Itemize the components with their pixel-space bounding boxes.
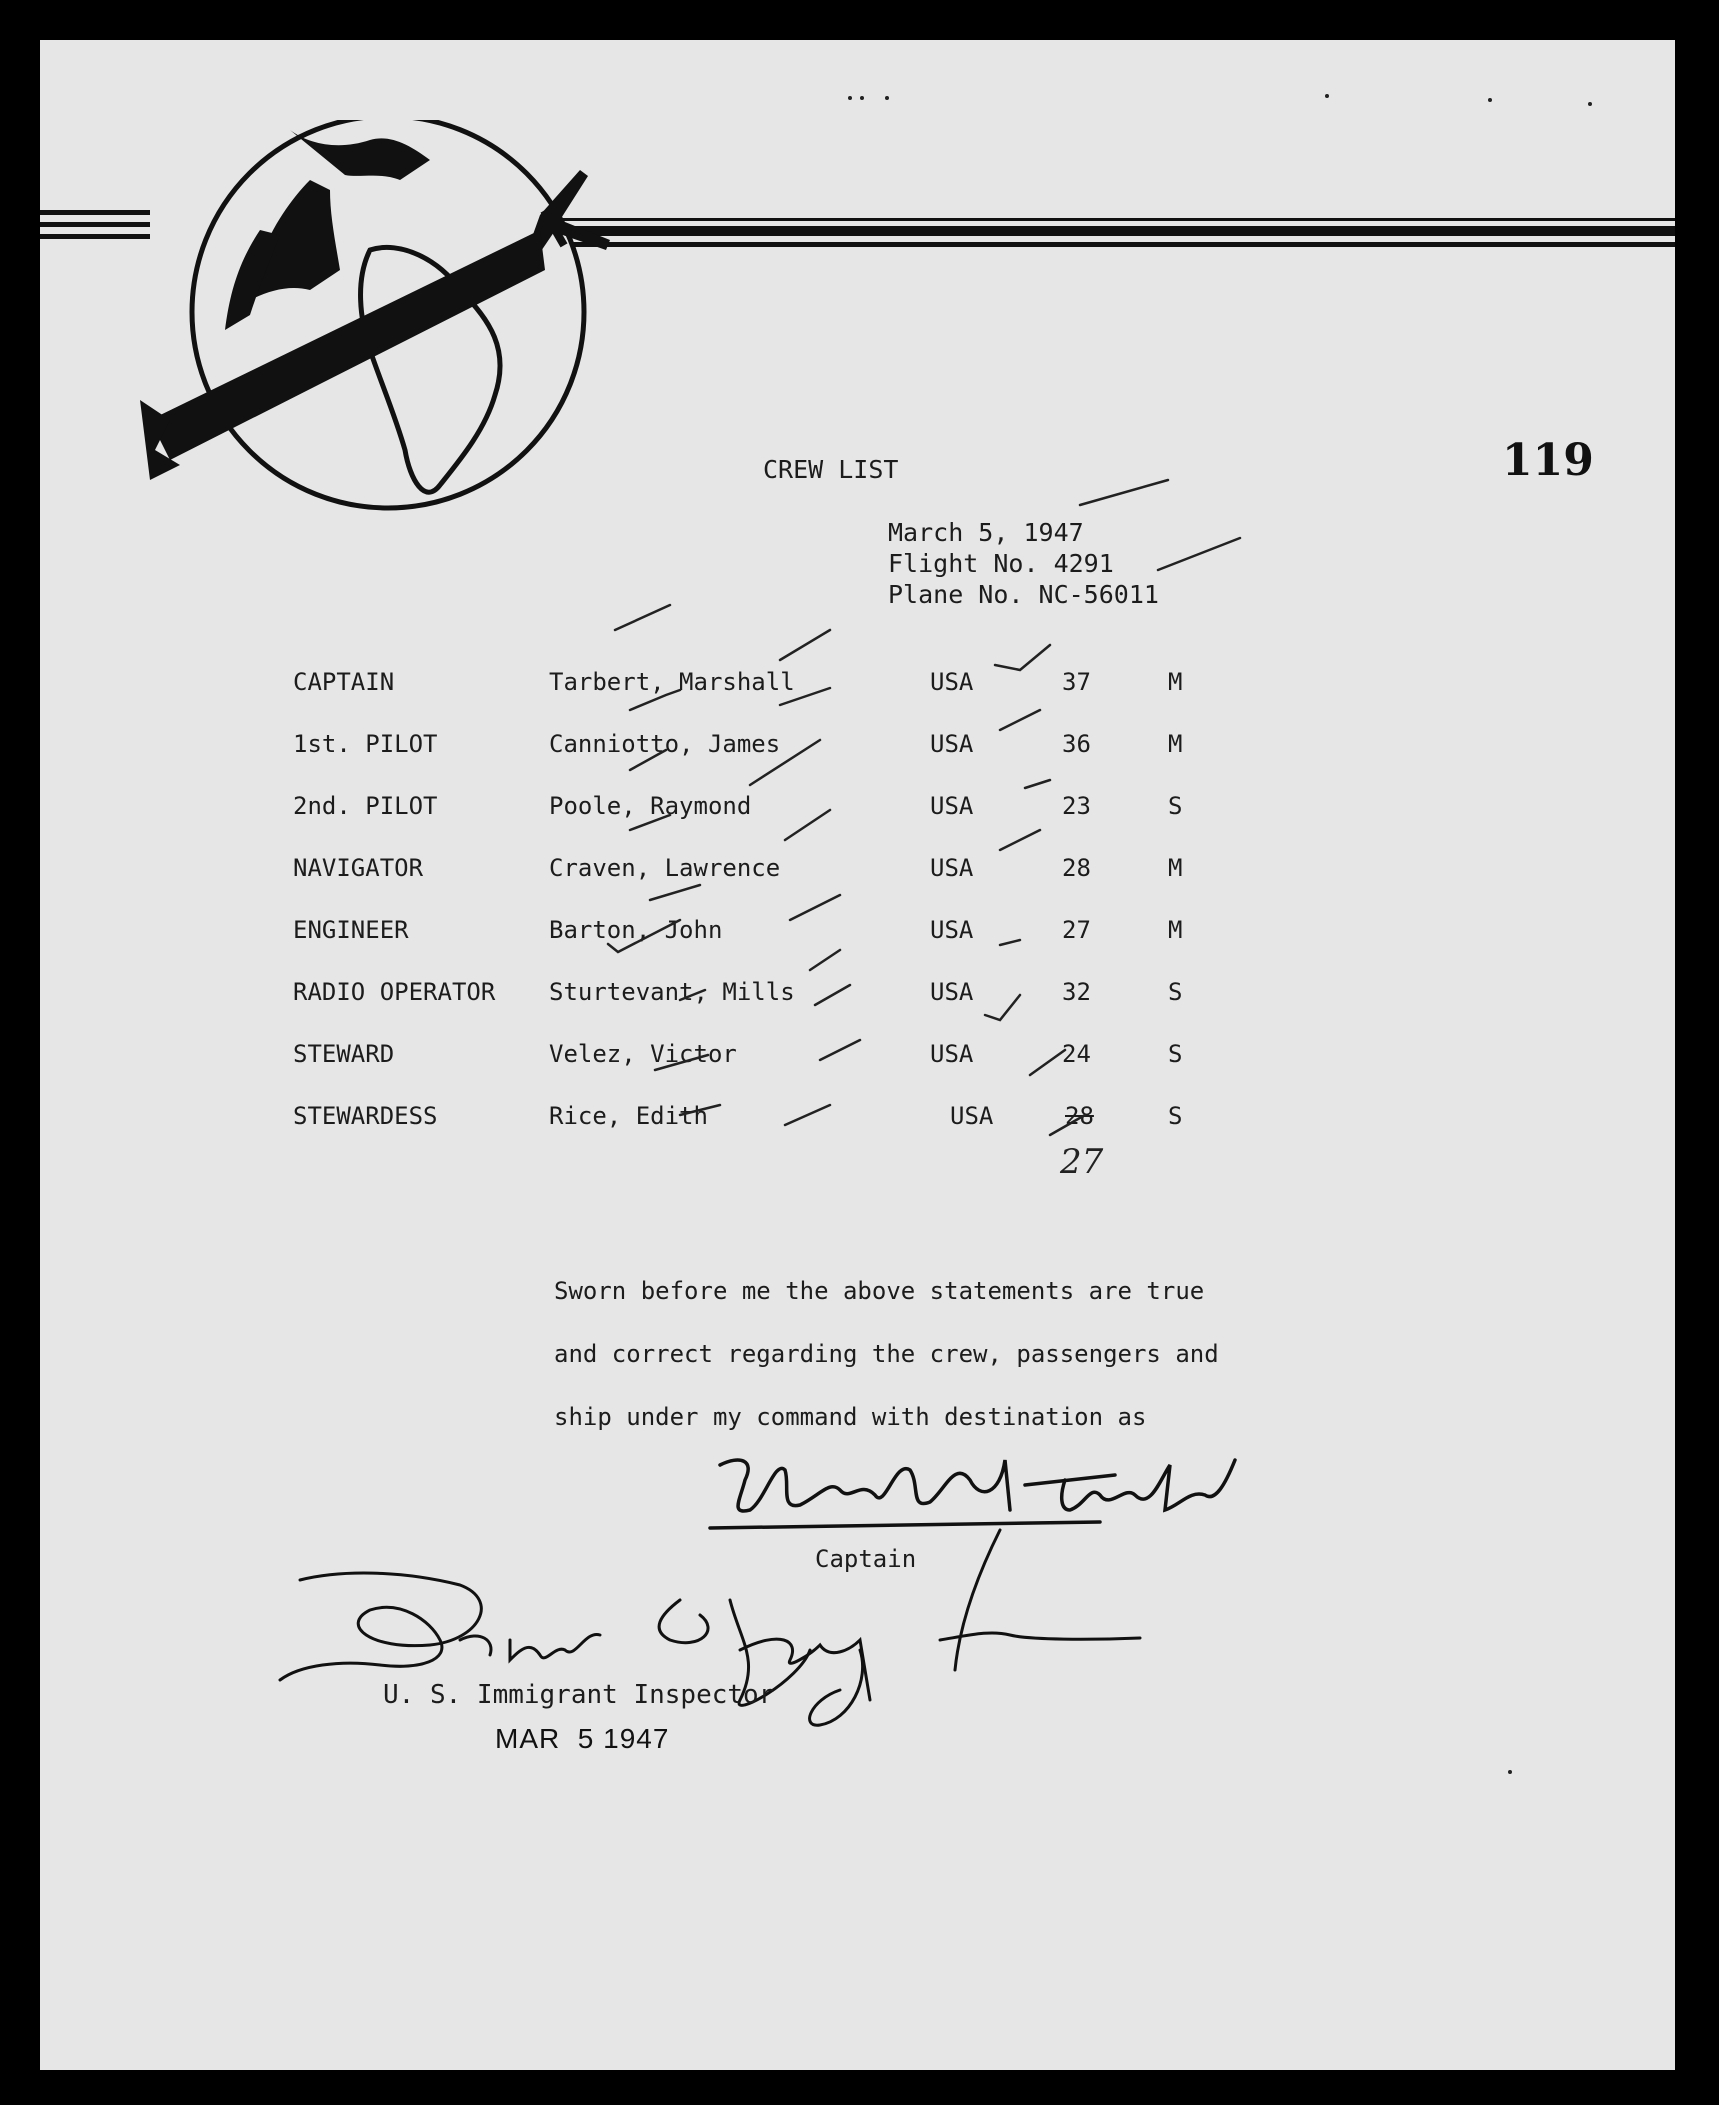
crew-position: RADIO OPERATOR: [293, 978, 496, 1006]
crew-nationality: USA: [930, 854, 974, 882]
inspector-caption: U. S. Immigrant Inspector: [383, 1680, 775, 1710]
crew-age: 24: [1062, 1040, 1091, 1068]
crew-position: NAVIGATOR: [293, 854, 424, 882]
crew-nationality: USA: [930, 1040, 974, 1068]
crew-age: 37: [1062, 668, 1091, 696]
oath-line: and correct regarding the crew, passengers and: [554, 1340, 1219, 1368]
captain-caption: Captain: [815, 1545, 917, 1573]
flight-number: Flight No. 4291: [888, 549, 1114, 578]
crew-age: 32: [1062, 978, 1091, 1006]
plane-number: Plane No. NC-56011: [888, 580, 1159, 609]
speck: [1508, 1770, 1512, 1774]
crew-nationality: USA: [930, 792, 974, 820]
crew-name: Tarbert, Marshall: [549, 668, 795, 696]
crew-nationality: USA: [930, 730, 974, 758]
page-number: 119: [1502, 435, 1594, 486]
speck: [1488, 98, 1492, 102]
speck: [848, 96, 852, 100]
flight-date: March 5, 1947: [888, 518, 1084, 547]
crew-marital-status: M: [1168, 668, 1183, 696]
crew-marital-status: M: [1168, 854, 1183, 882]
crew-age: 36: [1062, 730, 1091, 758]
speck: [885, 96, 889, 100]
crew-position: 2nd. PILOT: [293, 792, 438, 820]
crew-age: 23: [1062, 792, 1091, 820]
crew-name: Velez, Victor: [549, 1040, 737, 1068]
crew-age: 28: [1062, 854, 1091, 882]
crew-position: 1st. PILOT: [293, 730, 438, 758]
crew-nationality: USA: [930, 916, 974, 944]
crew-name: Craven, Lawrence: [549, 854, 781, 882]
speck: [860, 96, 864, 100]
crew-name: Barton, John: [549, 916, 723, 944]
crew-age-correction: 27: [1060, 1142, 1104, 1182]
oath-line: Sworn before me the above statements are true: [554, 1277, 1205, 1305]
crew-marital-status: S: [1168, 1102, 1183, 1130]
inspector-signature: [40, 40, 1675, 1840]
crew-marital-status: M: [1168, 916, 1183, 944]
crew-position: CAPTAIN: [293, 668, 395, 696]
crew-name: Canniotto, James: [549, 730, 781, 758]
crew-marital-status: M: [1168, 730, 1183, 758]
crew-name: Sturtevant, Mills: [549, 978, 795, 1006]
speck: [1325, 94, 1329, 98]
crew-position: ENGINEER: [293, 916, 409, 944]
document-page: [40, 40, 1675, 2070]
oath-line: ship under my command with destination as: [554, 1403, 1147, 1431]
crew-nationality: USA: [930, 668, 974, 696]
crew-marital-status: S: [1168, 978, 1183, 1006]
crew-name: Poole, Raymond: [549, 792, 752, 820]
speck: [1588, 102, 1592, 106]
crew-name: Rice, Edith: [549, 1102, 708, 1130]
crew-nationality: USA: [930, 978, 974, 1006]
crew-marital-status: S: [1168, 1040, 1183, 1068]
crew-marital-status: S: [1168, 792, 1183, 820]
crew-age-struck: 28: [1065, 1102, 1094, 1130]
document-title: CREW LIST: [763, 455, 899, 484]
crew-position: STEWARDESS: [293, 1102, 438, 1130]
crew-age: 27: [1062, 916, 1091, 944]
crew-nationality: USA: [950, 1102, 994, 1130]
date-stamp: MAR 5 1947: [495, 1723, 670, 1754]
crew-position: STEWARD: [293, 1040, 395, 1068]
